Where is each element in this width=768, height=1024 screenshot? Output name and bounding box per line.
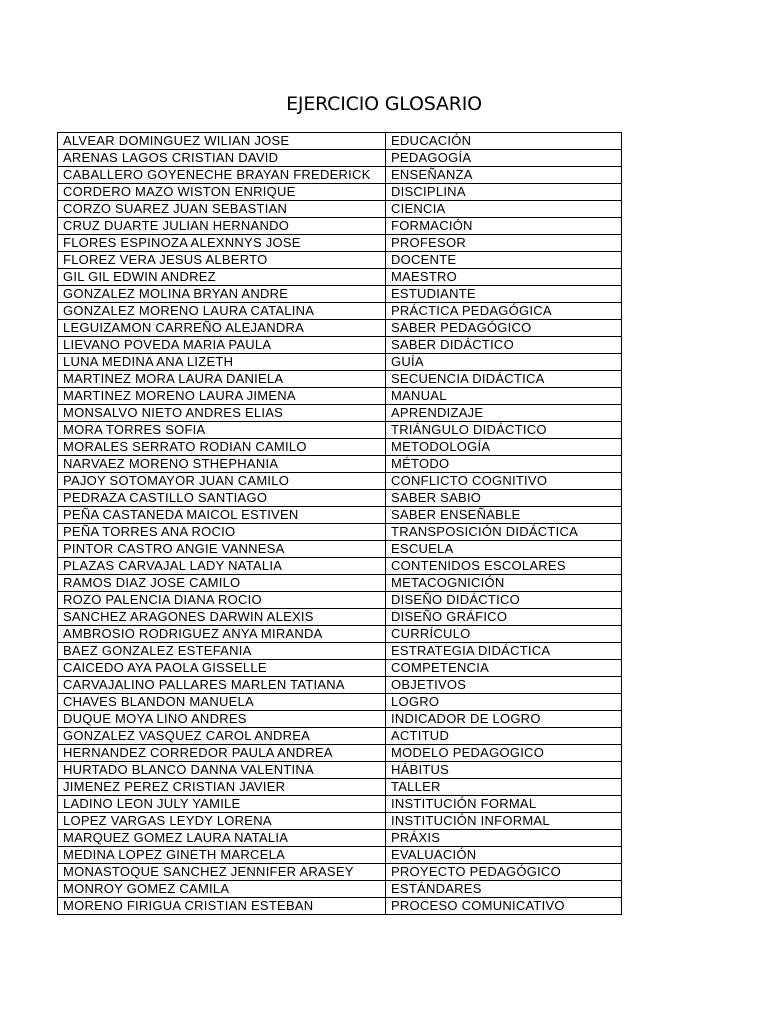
student-name-cell: MARQUEZ GOMEZ LAURA NATALIA xyxy=(58,830,386,847)
glossary-term-cell: FORMACIÓN xyxy=(386,218,622,235)
student-name-cell: CORZO SUAREZ JUAN SEBASTIAN xyxy=(58,201,386,218)
student-name-cell: HERNANDEZ CORREDOR PAULA ANDREA xyxy=(58,745,386,762)
glossary-term-cell: ESTUDIANTE xyxy=(386,286,622,303)
student-name-cell: PLAZAS CARVAJAL LADY NATALIA xyxy=(58,558,386,575)
glossary-table xyxy=(57,132,622,915)
table-row xyxy=(58,592,622,609)
student-name-cell: MARTINEZ MORA LAURA DANIELA xyxy=(58,371,386,388)
glossary-term-cell: DISEÑO GRÁFICO xyxy=(386,609,622,626)
student-name-cell: PEÑA CASTANEDA MAICOL ESTIVEN xyxy=(58,507,386,524)
glossary-term-cell: OBJETIVOS xyxy=(386,677,622,694)
table-row xyxy=(58,184,622,201)
student-name-cell: GONZALEZ MOLINA BRYAN ANDRE xyxy=(58,286,386,303)
glossary-term-cell: LOGRO xyxy=(386,694,622,711)
student-name-cell: CORDERO MAZO WISTON ENRIQUE xyxy=(58,184,386,201)
table-row xyxy=(58,813,622,830)
student-name-cell: LIEVANO POVEDA MARIA PAULA xyxy=(58,337,386,354)
glossary-term-cell: SABER DIDÁCTICO xyxy=(386,337,622,354)
student-name-cell: BAEZ GONZALEZ ESTEFANIA xyxy=(58,643,386,660)
table-row xyxy=(58,694,622,711)
student-name-cell: RAMOS DIAZ JOSE CAMILO xyxy=(58,575,386,592)
table-row xyxy=(58,201,622,218)
table-row xyxy=(58,847,622,864)
table-row xyxy=(58,337,622,354)
glossary-term-cell: HÁBITUS xyxy=(386,762,622,779)
table-row xyxy=(58,541,622,558)
student-name-cell: ROZO PALENCIA DIANA ROCIO xyxy=(58,592,386,609)
student-name-cell: MORA TORRES SOFIA xyxy=(58,422,386,439)
table-row xyxy=(58,507,622,524)
glossary-term-cell: PROFESOR xyxy=(386,235,622,252)
glossary-term-cell: MANUAL xyxy=(386,388,622,405)
student-name-cell: JIMENEZ PEREZ CRISTIAN JAVIER xyxy=(58,779,386,796)
student-name-cell: AMBROSIO RODRIGUEZ ANYA MIRANDA xyxy=(58,626,386,643)
table-row xyxy=(58,371,622,388)
student-name-cell: PINTOR CASTRO ANGIE VANNESA xyxy=(58,541,386,558)
student-name-cell: CHAVES BLANDON MANUELA xyxy=(58,694,386,711)
student-name-cell: PEÑA TORRES ANA ROCIO xyxy=(58,524,386,541)
student-name-cell: DUQUE MOYA LINO ANDRES xyxy=(58,711,386,728)
glossary-term-cell: TRANSPOSICIÓN DIDÁCTICA xyxy=(386,524,622,541)
student-name-cell: GONZALEZ VASQUEZ CAROL ANDREA xyxy=(58,728,386,745)
table-row xyxy=(58,762,622,779)
glossary-term-cell: DISEÑO DIDÁCTICO xyxy=(386,592,622,609)
table-row xyxy=(58,779,622,796)
table-row xyxy=(58,490,622,507)
glossary-term-cell: ESCUELA xyxy=(386,541,622,558)
student-name-cell: PAJOY SOTOMAYOR JUAN CAMILO xyxy=(58,473,386,490)
student-name-cell: ARENAS LAGOS CRISTIAN DAVID xyxy=(58,150,386,167)
table-row xyxy=(58,303,622,320)
table-row xyxy=(58,218,622,235)
table-row xyxy=(58,660,622,677)
table-row xyxy=(58,167,622,184)
table-row xyxy=(58,575,622,592)
student-name-cell: MEDINA LOPEZ GINETH MARCELA xyxy=(58,847,386,864)
student-name-cell: GONZALEZ MORENO LAURA CATALINA xyxy=(58,303,386,320)
student-name-cell: CAICEDO AYA PAOLA GISSELLE xyxy=(58,660,386,677)
glossary-term-cell: ENSEÑANZA xyxy=(386,167,622,184)
glossary-term-cell: METODOLOGÍA xyxy=(386,439,622,456)
glossary-term-cell: CURRÍCULO xyxy=(386,626,622,643)
table-row xyxy=(58,728,622,745)
student-name-cell: ALVEAR DOMINGUEZ WILIAN JOSE xyxy=(58,133,386,150)
table-row xyxy=(58,745,622,762)
student-name-cell: CRUZ DUARTE JULIAN HERNANDO xyxy=(58,218,386,235)
glossary-term-cell: COMPETENCIA xyxy=(386,660,622,677)
table-row xyxy=(58,150,622,167)
table-row xyxy=(58,626,622,643)
glossary-term-cell: INDICADOR DE LOGRO xyxy=(386,711,622,728)
student-name-cell: LADINO LEON JULY YAMILE xyxy=(58,796,386,813)
student-name-cell: CABALLERO GOYENECHE BRAYAN FREDERICK xyxy=(58,167,386,184)
table-row xyxy=(58,422,622,439)
table-row xyxy=(58,558,622,575)
glossary-term-cell: ESTÁNDARES xyxy=(386,881,622,898)
table-row xyxy=(58,354,622,371)
table-row xyxy=(58,269,622,286)
student-name-cell: FLOREZ VERA JESUS ALBERTO xyxy=(58,252,386,269)
glossary-term-cell: MAESTRO xyxy=(386,269,622,286)
student-name-cell: GIL GIL EDWIN ANDREZ xyxy=(58,269,386,286)
table-row xyxy=(58,830,622,847)
table-row xyxy=(58,609,622,626)
table-row xyxy=(58,643,622,660)
table-row xyxy=(58,235,622,252)
student-name-cell: SANCHEZ ARAGONES DARWIN ALEXIS xyxy=(58,609,386,626)
glossary-term-cell: APRENDIZAJE xyxy=(386,405,622,422)
glossary-term-cell: TALLER xyxy=(386,779,622,796)
student-name-cell: CARVAJALINO PALLARES MARLEN TATIANA xyxy=(58,677,386,694)
glossary-term-cell: MÉTODO xyxy=(386,456,622,473)
table-row xyxy=(58,864,622,881)
glossary-term-cell: ESTRATEGIA DIDÁCTICA xyxy=(386,643,622,660)
table-row xyxy=(58,133,622,150)
student-name-cell: NARVAEZ MORENO STHEPHANIA xyxy=(58,456,386,473)
glossary-term-cell: SABER ENSEÑABLE xyxy=(386,507,622,524)
table-row xyxy=(58,796,622,813)
student-name-cell: MORENO FIRIGUA CRISTIAN ESTEBAN xyxy=(58,898,386,915)
glossary-term-cell: SABER PEDAGÓGICO xyxy=(386,320,622,337)
student-name-cell: LEGUIZAMON CARREÑO ALEJANDRA xyxy=(58,320,386,337)
glossary-term-cell: CONFLICTO COGNITIVO xyxy=(386,473,622,490)
student-name-cell: MONROY GOMEZ CAMILA xyxy=(58,881,386,898)
table-row xyxy=(58,252,622,269)
student-name-cell: MARTINEZ MORENO LAURA JIMENA xyxy=(58,388,386,405)
glossary-term-cell: PROYECTO PEDAGÓGICO xyxy=(386,864,622,881)
table-row xyxy=(58,320,622,337)
table-row xyxy=(58,524,622,541)
glossary-term-cell: SABER SABIO xyxy=(386,490,622,507)
glossary-term-cell: DISCIPLINA xyxy=(386,184,622,201)
glossary-term-cell: METACOGNICIÓN xyxy=(386,575,622,592)
glossary-term-cell: PEDAGOGÍA xyxy=(386,150,622,167)
glossary-term-cell: CIENCIA xyxy=(386,201,622,218)
student-name-cell: HURTADO BLANCO DANNA VALENTINA xyxy=(58,762,386,779)
glossary-term-cell: INSTITUCIÓN INFORMAL xyxy=(386,813,622,830)
student-name-cell: PEDRAZA CASTILLO SANTIAGO xyxy=(58,490,386,507)
glossary-term-cell: ACTITUD xyxy=(386,728,622,745)
student-name-cell: LUNA MEDINA ANA LIZETH xyxy=(58,354,386,371)
table-row xyxy=(58,677,622,694)
table-row xyxy=(58,286,622,303)
glossary-term-cell: GUÍA xyxy=(386,354,622,371)
glossary-term-cell: PROCESO COMUNICATIVO xyxy=(386,898,622,915)
student-name-cell: MONASTOQUE SANCHEZ JENNIFER ARASEY xyxy=(58,864,386,881)
table-row xyxy=(58,711,622,728)
table-row xyxy=(58,439,622,456)
glossary-term-cell: PRÁXIS xyxy=(386,830,622,847)
glossary-term-cell: MODELO PEDAGOGICO xyxy=(386,745,622,762)
glossary-term-cell: PRÁCTICA PEDAGÓGICA xyxy=(386,303,622,320)
student-name-cell: LOPEZ VARGAS LEYDY LORENA xyxy=(58,813,386,830)
student-name-cell: MONSALVO NIETO ANDRES ELIAS xyxy=(58,405,386,422)
table-row xyxy=(58,898,622,915)
glossary-term-cell: CONTENIDOS ESCOLARES xyxy=(386,558,622,575)
glossary-term-cell: EDUCACIÓN xyxy=(386,133,622,150)
glossary-term-cell: TRIÁNGULO DIDÁCTICO xyxy=(386,422,622,439)
glossary-table-body xyxy=(58,133,622,915)
page-title: EJERCICIO GLOSARIO xyxy=(286,93,482,115)
student-name-cell: MORALES SERRATO RODIAN CAMILO xyxy=(58,439,386,456)
table-row xyxy=(58,456,622,473)
glossary-term-cell: DOCENTE xyxy=(386,252,622,269)
student-name-cell: FLORES ESPINOZA ALEXNNYS JOSE xyxy=(58,235,386,252)
table-row xyxy=(58,473,622,490)
glossary-term-cell: SECUENCIA DIDÁCTICA xyxy=(386,371,622,388)
table-row xyxy=(58,881,622,898)
glossary-term-cell: EVALUACIÓN xyxy=(386,847,622,864)
glossary-term-cell: INSTITUCIÓN FORMAL xyxy=(386,796,622,813)
table-row xyxy=(58,388,622,405)
table-row xyxy=(58,405,622,422)
